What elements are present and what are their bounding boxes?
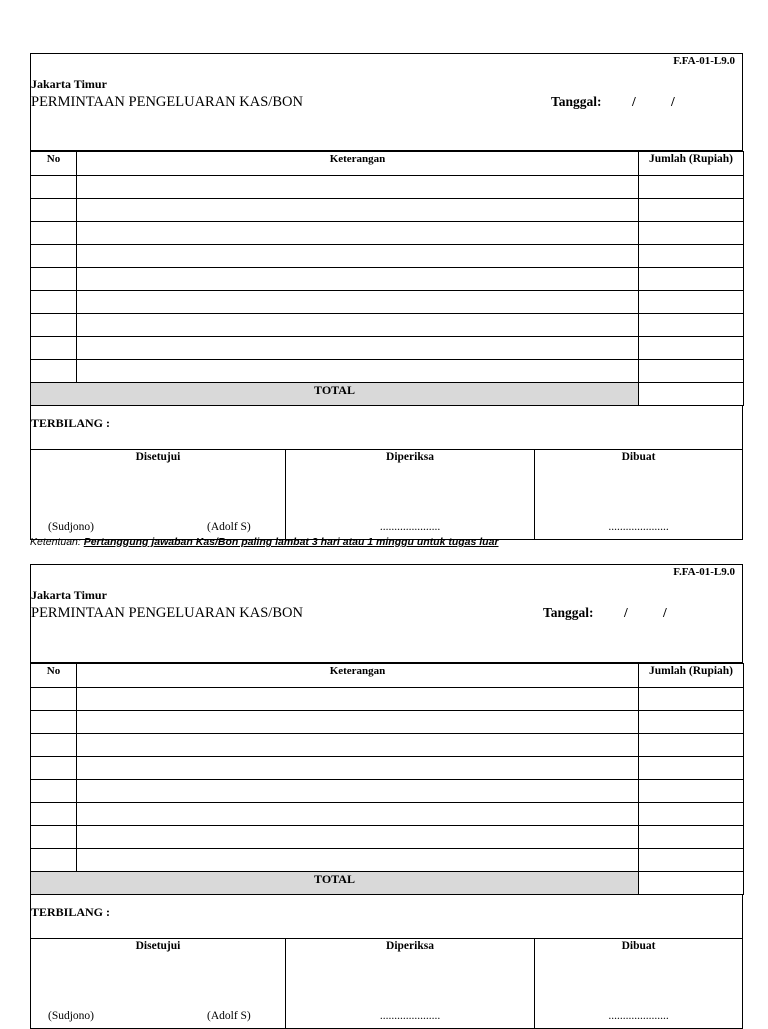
description-cell[interactable] bbox=[77, 199, 639, 222]
city-label: Jakarta Timur bbox=[31, 77, 107, 91]
description-cell[interactable] bbox=[77, 780, 639, 803]
no-cell[interactable] bbox=[31, 268, 77, 291]
table-row[interactable] bbox=[31, 688, 744, 711]
amount-cell[interactable] bbox=[639, 176, 744, 199]
table-row[interactable] bbox=[31, 291, 744, 314]
col-description-header: Keterangan bbox=[77, 664, 639, 688]
amount-cell[interactable] bbox=[639, 803, 744, 826]
table-row[interactable] bbox=[31, 757, 744, 780]
checked-heading: Diperiksa bbox=[386, 940, 434, 952]
signature-line: ..................... bbox=[379, 1010, 441, 1022]
amount-cell[interactable] bbox=[639, 826, 744, 849]
amount-cell[interactable] bbox=[639, 757, 744, 780]
approval-section bbox=[30, 939, 743, 1029]
total-amount-cell[interactable] bbox=[639, 872, 744, 895]
items-table bbox=[30, 151, 744, 406]
total-label: TOTAL bbox=[31, 383, 639, 406]
description-cell[interactable] bbox=[77, 803, 639, 826]
col-description-header: Keterangan bbox=[77, 152, 639, 176]
description-cell[interactable] bbox=[77, 688, 639, 711]
description-cell[interactable] bbox=[77, 711, 639, 734]
amount-cell[interactable] bbox=[639, 268, 744, 291]
table-row[interactable] bbox=[31, 268, 744, 291]
no-cell[interactable] bbox=[31, 803, 77, 826]
approved-column[interactable] bbox=[31, 450, 286, 539]
terbilang-row[interactable] bbox=[30, 895, 743, 939]
amount-cell[interactable] bbox=[639, 245, 744, 268]
form-header bbox=[30, 564, 743, 663]
amount-cell[interactable] bbox=[639, 849, 744, 872]
no-cell[interactable] bbox=[31, 757, 77, 780]
no-cell[interactable] bbox=[31, 314, 77, 337]
no-cell[interactable] bbox=[31, 849, 77, 872]
signature-line: ..................... bbox=[379, 521, 441, 533]
amount-cell[interactable] bbox=[639, 688, 744, 711]
table-row[interactable] bbox=[31, 711, 744, 734]
voucher-form-1 bbox=[30, 53, 743, 540]
table-row[interactable] bbox=[31, 176, 744, 199]
date-label: Tanggal: bbox=[543, 605, 594, 620]
no-cell[interactable] bbox=[31, 291, 77, 314]
approved-heading: Disetujui bbox=[135, 451, 181, 463]
no-cell[interactable] bbox=[31, 222, 77, 245]
signature-line: ..................... bbox=[608, 1010, 669, 1022]
table-row[interactable] bbox=[31, 849, 744, 872]
table-row[interactable] bbox=[31, 360, 744, 383]
description-cell[interactable] bbox=[77, 849, 639, 872]
date-separator: / bbox=[624, 605, 628, 620]
description-cell[interactable] bbox=[77, 757, 639, 780]
amount-cell[interactable] bbox=[639, 337, 744, 360]
date-label: Tanggal: bbox=[551, 94, 602, 109]
terms-prefix: Ketentuan: bbox=[30, 536, 81, 548]
table-row[interactable] bbox=[31, 245, 744, 268]
no-cell[interactable] bbox=[31, 711, 77, 734]
checked-heading: Diperiksa bbox=[386, 451, 434, 463]
signer-sudjono: (Sudjono) bbox=[48, 521, 94, 533]
col-no-header: No bbox=[31, 664, 77, 688]
table-row[interactable] bbox=[31, 734, 744, 757]
created-column[interactable] bbox=[535, 939, 742, 1028]
terbilang-label: TERBILANG : bbox=[31, 416, 111, 430]
amount-cell[interactable] bbox=[639, 291, 744, 314]
description-cell[interactable] bbox=[77, 314, 639, 337]
checked-column[interactable] bbox=[286, 450, 535, 539]
no-cell[interactable] bbox=[31, 337, 77, 360]
signer-adolf: (Adolf S) bbox=[207, 1010, 251, 1022]
created-heading: Dibuat bbox=[621, 940, 656, 952]
description-cell[interactable] bbox=[77, 291, 639, 314]
no-cell[interactable] bbox=[31, 688, 77, 711]
no-cell[interactable] bbox=[31, 826, 77, 849]
no-cell[interactable] bbox=[31, 734, 77, 757]
description-cell[interactable] bbox=[77, 222, 639, 245]
no-cell[interactable] bbox=[31, 780, 77, 803]
table-row[interactable] bbox=[31, 314, 744, 337]
table-row[interactable] bbox=[31, 803, 744, 826]
no-cell[interactable] bbox=[31, 199, 77, 222]
total-row bbox=[31, 383, 744, 406]
items-table bbox=[30, 663, 744, 895]
amount-cell[interactable] bbox=[639, 780, 744, 803]
date-separator: / bbox=[663, 605, 667, 620]
col-amount-header: Jumlah (Rupiah) bbox=[639, 664, 744, 688]
amount-cell[interactable] bbox=[639, 199, 744, 222]
table-row[interactable] bbox=[31, 199, 744, 222]
description-cell[interactable] bbox=[77, 245, 639, 268]
form-header bbox=[30, 53, 743, 151]
form-code: F.FA-01-L9.0 bbox=[673, 55, 735, 67]
table-row[interactable] bbox=[31, 780, 744, 803]
city-label: Jakarta Timur bbox=[31, 588, 107, 602]
created-heading: Dibuat bbox=[621, 451, 656, 463]
created-column[interactable] bbox=[535, 450, 742, 539]
signer-sudjono: (Sudjono) bbox=[48, 1010, 94, 1022]
table-header-row bbox=[31, 152, 744, 176]
no-cell[interactable] bbox=[31, 360, 77, 383]
form-title: PERMINTAAN PENGELUARAN KAS/BON bbox=[31, 94, 303, 110]
col-no-header: No bbox=[31, 152, 77, 176]
terbilang-label: TERBILANG : bbox=[31, 905, 111, 919]
no-cell[interactable] bbox=[31, 176, 77, 199]
description-cell[interactable] bbox=[77, 268, 639, 291]
description-cell[interactable] bbox=[77, 826, 639, 849]
amount-cell[interactable] bbox=[639, 711, 744, 734]
total-label: TOTAL bbox=[31, 872, 639, 895]
table-header-row bbox=[31, 664, 744, 688]
approved-heading: Disetujui bbox=[135, 940, 181, 952]
description-cell[interactable] bbox=[77, 734, 639, 757]
total-amount-cell[interactable] bbox=[639, 383, 744, 406]
description-cell[interactable] bbox=[77, 176, 639, 199]
no-cell[interactable] bbox=[31, 245, 77, 268]
signature-line: ..................... bbox=[608, 521, 669, 533]
amount-cell[interactable] bbox=[639, 222, 744, 245]
approved-column[interactable] bbox=[31, 939, 286, 1028]
voucher-form-2 bbox=[30, 564, 743, 1029]
description-cell[interactable] bbox=[77, 337, 639, 360]
date-separator: / bbox=[632, 94, 636, 109]
total-row bbox=[31, 872, 744, 895]
table-row[interactable] bbox=[31, 337, 744, 360]
approval-section bbox=[30, 450, 743, 540]
date-separator: / bbox=[671, 94, 675, 109]
checked-column[interactable] bbox=[286, 939, 535, 1028]
amount-cell[interactable] bbox=[639, 734, 744, 757]
amount-cell[interactable] bbox=[639, 360, 744, 383]
table-row[interactable] bbox=[31, 222, 744, 245]
terms-note bbox=[30, 536, 499, 548]
form-title: PERMINTAAN PENGELUARAN KAS/BON bbox=[31, 605, 303, 621]
signer-adolf: (Adolf S) bbox=[207, 521, 251, 533]
description-cell[interactable] bbox=[77, 360, 639, 383]
table-row[interactable] bbox=[31, 826, 744, 849]
amount-cell[interactable] bbox=[639, 314, 744, 337]
col-amount-header: Jumlah (Rupiah) bbox=[639, 152, 744, 176]
form-code: F.FA-01-L9.0 bbox=[673, 566, 735, 578]
terbilang-row[interactable] bbox=[30, 406, 743, 450]
terms-text: Pertanggung jawaban Kas/Bon paling lambat 3 hari atau 1 minggu untuk tugas luar bbox=[83, 536, 499, 548]
